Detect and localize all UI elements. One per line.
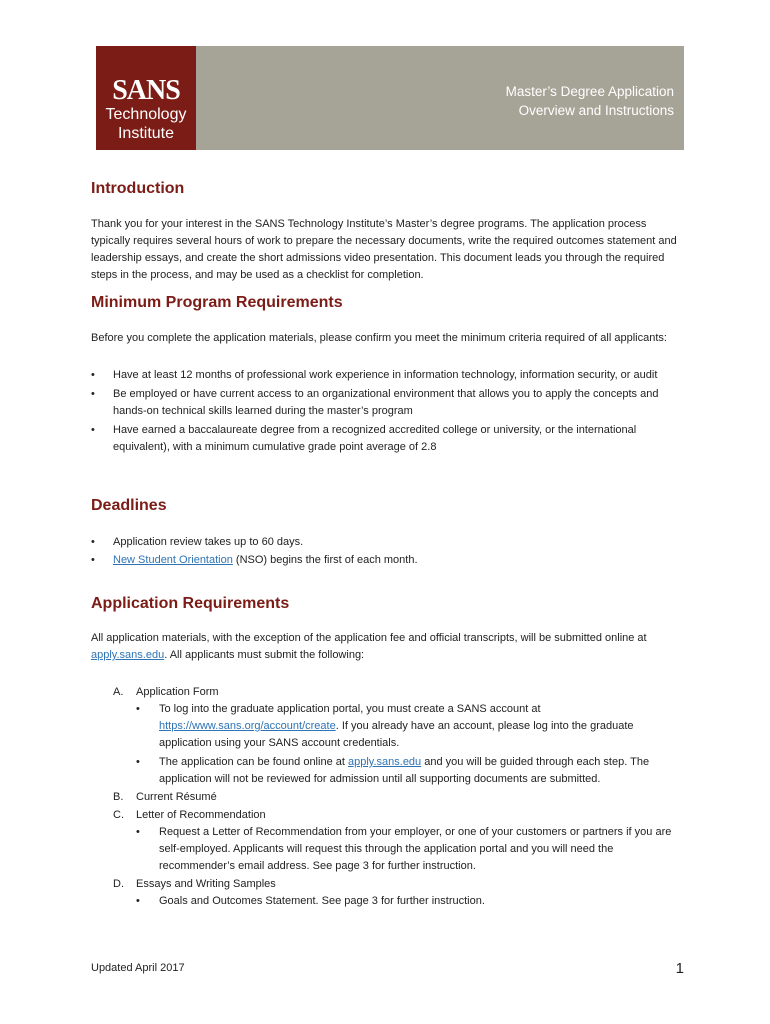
requirement-d-bullets (136, 893, 681, 910)
list-item: • Have earned a baccalaureate degree from a recognized accredited college or university, or the international equivalent), with a minimum cumulative grade point average of 2.8 (91, 422, 681, 456)
list-item: • Goals and Outcomes Statement. See page 3 for further instruction. (136, 893, 681, 910)
intro-rest: . All applicants must submit the following: (164, 649, 365, 661)
requirement-b (113, 789, 681, 806)
title-line-2: Overview and Instructions (518, 103, 674, 118)
footer-updated: Updated April 2017 (91, 962, 185, 974)
introduction-heading: Introduction (91, 180, 185, 197)
apply-link[interactable]: apply.sans.edu (91, 649, 165, 661)
title-line-1: Master’s Degree Application (505, 84, 674, 99)
requirement-marker: C. (113, 809, 124, 821)
requirement-label: Current Résumé (136, 791, 217, 803)
minimum-requirements-list (91, 367, 681, 456)
bullet-text-rest: . If you already have an account, please log into the graduate application using your SANS account credentials. (159, 720, 634, 749)
requirement-marker: D. (113, 878, 124, 890)
requirement-a-bullets (136, 701, 681, 788)
list-item (91, 552, 681, 569)
requirement-c (113, 807, 681, 875)
document-title (506, 82, 674, 120)
bullet-text-rest: and you will be guided through each step. The application will not be reviewed for admission until all supporting documents are submitted. (159, 756, 650, 785)
introduction-paragraph: Thank you for your interest in the SANS Technology Institute’s Master’s degree programs. The application process typically requires several hours of work to prepare the necessary documents, write the required outcomes statement and leadership essays, and create the short admissions video presentation. This document leads you through the required steps in the process, and may be used as a checklist for completion. (91, 218, 677, 281)
intro-text: All application materials, with the exception of the application fee and official transcripts, will be submitted online at (91, 632, 647, 644)
bullet-text: To log into the graduate application portal, you must create a SANS account at (159, 703, 541, 715)
sans-logo (96, 46, 196, 150)
application-requirements-intro (91, 630, 681, 664)
list-item: • Be employed or have current access to an organizational environment that allows you to apply the concepts and hands-on technical skills learned during the master’s program (91, 386, 681, 420)
list-item: • Request a Letter of Recommendation from your employer, or one of your customers or partners if you are self-employed. Applicants will request this through the application portal and you will need the recommender’s email address. See page 3 for further instruction. (136, 824, 681, 875)
list-item (136, 754, 681, 788)
page-number: 1 (675, 960, 684, 977)
account-create-link[interactable]: https://www.sans.org/account/create (159, 720, 336, 732)
application-requirements-heading: Application Requirements (91, 595, 290, 612)
nso-text: (NSO) begins the first of each month. (232, 554, 418, 566)
minimum-requirements-intro: Before you complete the application materials, please confirm you meet the minimum criteria required of all applicants: (91, 332, 667, 344)
logo-institute-text: Institute (117, 125, 175, 142)
requirement-a (113, 684, 681, 788)
requirement-marker: A. (113, 686, 124, 698)
requirement-d (113, 876, 681, 910)
list-item: • Application review takes up to 60 days. (91, 534, 681, 551)
logo-technology-text: Technology (105, 106, 187, 123)
deadlines-heading: Deadlines (91, 497, 167, 514)
logo-sans-text: SANS (112, 75, 180, 106)
header-banner (96, 46, 684, 150)
requirement-label: Essays and Writing Samples (136, 878, 276, 890)
nso-link[interactable]: New Student Orientation (113, 554, 233, 566)
requirement-label: Application Form (136, 686, 219, 698)
apply-link-2[interactable]: apply.sans.edu (347, 756, 422, 768)
requirement-label: Letter of Recommendation (136, 809, 266, 821)
bullet-text: The application can be found online at (159, 756, 348, 768)
list-item (136, 701, 681, 752)
minimum-requirements-heading: Minimum Program Requirements (91, 294, 343, 311)
list-item: • Have at least 12 months of professional work experience in information technology, information security, or audit (91, 367, 681, 384)
requirement-c-bullets (136, 824, 681, 875)
application-requirements-list (113, 684, 681, 910)
requirement-marker: B. (113, 791, 124, 803)
deadlines-list (91, 534, 681, 569)
